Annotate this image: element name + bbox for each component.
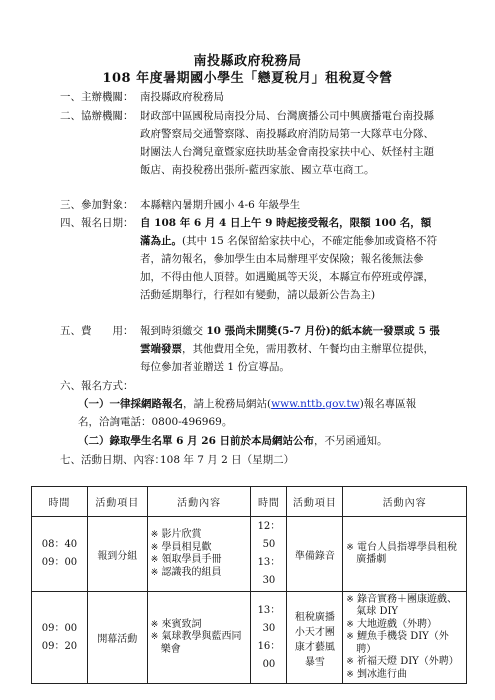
asterisk-icon: ※ xyxy=(346,594,354,605)
table-header: 時間 xyxy=(32,487,88,517)
section-value: 南投縣政府稅務局 xyxy=(140,91,224,103)
table-row xyxy=(32,517,467,592)
activity-item-cell: 報到分組 xyxy=(87,517,147,592)
section-organizer xyxy=(60,88,440,106)
section-method-label: 六、報名方式： xyxy=(60,380,134,392)
section-value xyxy=(140,214,440,304)
section-registration xyxy=(60,214,440,304)
table-header: 活動內容 xyxy=(147,487,251,517)
table-header: 活動項目 xyxy=(87,487,147,517)
asterisk-icon: ※ xyxy=(150,632,159,643)
time-cell: 12：50 13：30 xyxy=(251,517,287,592)
method-item-1-post: )報名專區報名，洽詢電話：0800-496969。 xyxy=(78,398,417,428)
list-item: ※ 電台人員指導學員租稅廣播劇 xyxy=(346,541,458,565)
method-item-2-bold: （二）錄取學生名單 6 月 26 日前於本局網站公布 xyxy=(78,435,315,447)
table-header-row xyxy=(32,487,467,517)
method-item-1-pre: ，請上稅務局網站( xyxy=(183,398,272,410)
table-header: 活動項目 xyxy=(287,487,343,517)
table-header: 活動內容 xyxy=(343,487,467,517)
list-item: ※ 大地遊戲（外聘） xyxy=(346,618,438,630)
list-item: ※ 氣球教學與藍西同樂會 xyxy=(150,631,242,655)
activity-content-cell xyxy=(343,592,467,684)
table-header: 時間 xyxy=(251,487,287,517)
asterisk-icon: ※ xyxy=(346,669,354,680)
list-item: ※ 認識我的組員 xyxy=(150,566,222,578)
activity-content-cell xyxy=(147,592,251,684)
section-value: 財政部中區國稅局南投分局、台灣廣播公司中興廣播電台南投縣政府警察局交通警察隊、南投縣政府消防局第一大隊草屯分隊、財團法人台灣兒童暨家庭扶助基金會南投家扶中心、妖怪村主題飯店、南投稅務出張所-藍西家旅、國立草屯商工。 xyxy=(140,110,434,176)
asterisk-icon: ※ xyxy=(150,555,159,565)
fee-pre: 報到時須繳交 xyxy=(140,325,207,337)
section-label: 四、報名日期： xyxy=(60,217,134,229)
section-label: 七、活動日期、內容： xyxy=(60,454,165,466)
document-title-event: 108 年度暑期國小學生「戀夏稅月」租稅夏令營 xyxy=(102,71,393,86)
asterisk-icon: ※ xyxy=(346,542,354,553)
list-item: ※ 鯉魚手機袋 DIY（外聘） xyxy=(346,631,449,655)
fee-bold: 10 張尚未開獎(5-7 月份)的紙本統一發票或 5 張雲端發票 xyxy=(140,325,440,355)
section-value: 本縣轄內暑期升國小 4-6 年級學生 xyxy=(140,199,301,211)
website-link[interactable]: www.nttb.gov.tw xyxy=(271,398,360,410)
activity-content-cell xyxy=(147,517,251,592)
table-row xyxy=(32,592,467,684)
document-title-org: 南投縣政府稅務局 xyxy=(193,54,302,69)
list-item: ※ 領取學員手冊 xyxy=(150,554,222,565)
section-participants xyxy=(60,196,440,214)
section-co-organizer xyxy=(60,107,440,179)
list-item: ※ 祈福天燈 DIY（外聘） xyxy=(346,656,459,668)
section-schedule-date xyxy=(60,451,460,469)
asterisk-icon: ※ xyxy=(150,530,159,540)
section-label: 一、主辦機關： xyxy=(60,91,134,103)
asterisk-icon: ※ xyxy=(346,632,354,643)
schedule-table xyxy=(31,486,467,684)
list-item: ※ 影片欣賞 xyxy=(150,529,202,540)
method-item-2 xyxy=(78,432,438,450)
fee-post: ，其他費用全免，需用教材、午餐均由主辦單位提供，每位參加者並贈送 1 份宣導品。 xyxy=(140,343,434,373)
asterisk-icon: ※ xyxy=(346,657,354,668)
section-value: 108 年 7 月 2 日（星期二） xyxy=(160,454,295,466)
time-cell: 13：30 16：00 xyxy=(251,592,287,684)
time-cell: 09：00 09：20 xyxy=(32,592,88,684)
registration-bold-text: 自 108 年 6 月 4 日上午 9 時起接受報名，限額 100 名，額滿為止。 xyxy=(140,217,432,247)
list-item: ※ 來賓致詞 xyxy=(150,618,202,630)
time-cell: 08：40 09：00 xyxy=(32,517,88,592)
asterisk-icon: ※ xyxy=(346,619,354,630)
asterisk-icon: ※ xyxy=(150,542,159,553)
activity-content-cell xyxy=(343,517,467,592)
method-item-1 xyxy=(78,395,418,431)
section-value xyxy=(140,322,440,376)
activity-item-cell: 租稅廣播小天才團康才藝風暴雪 xyxy=(287,592,343,684)
activity-item-cell: 準備錄音 xyxy=(287,517,343,592)
list-item: ※ 錄音實務＋團康遊戲、氣球 DIY xyxy=(346,593,458,618)
section-fee xyxy=(60,322,440,376)
method-item-1-bold: （一）一律採網路報名 xyxy=(78,398,183,410)
list-item: ※ 學員相見歡 xyxy=(150,541,212,553)
list-item: ※ 剉冰進行曲 xyxy=(346,668,408,680)
registration-note: (其中 15 名保留給家扶中心，不確定能參加或資格不符者，請勿報名，參加學生由本局辦理平安保險；報名後無法參加，不得由他人頂替。如遇颱風等天災，本縣宣布停班或停課，活動延期舉行，行程如有變動，請以最新公告為主) xyxy=(140,235,438,301)
asterisk-icon: ※ xyxy=(150,567,159,578)
section-label: 三、參加對象： xyxy=(60,199,134,211)
activity-item-cell: 開幕活動 xyxy=(87,592,147,684)
asterisk-icon: ※ xyxy=(150,619,159,630)
section-label: 二、協辦機關： xyxy=(60,110,134,122)
section-label: 五、費 用： xyxy=(60,325,134,337)
method-item-2-post: ，不另函通知。 xyxy=(314,435,388,447)
